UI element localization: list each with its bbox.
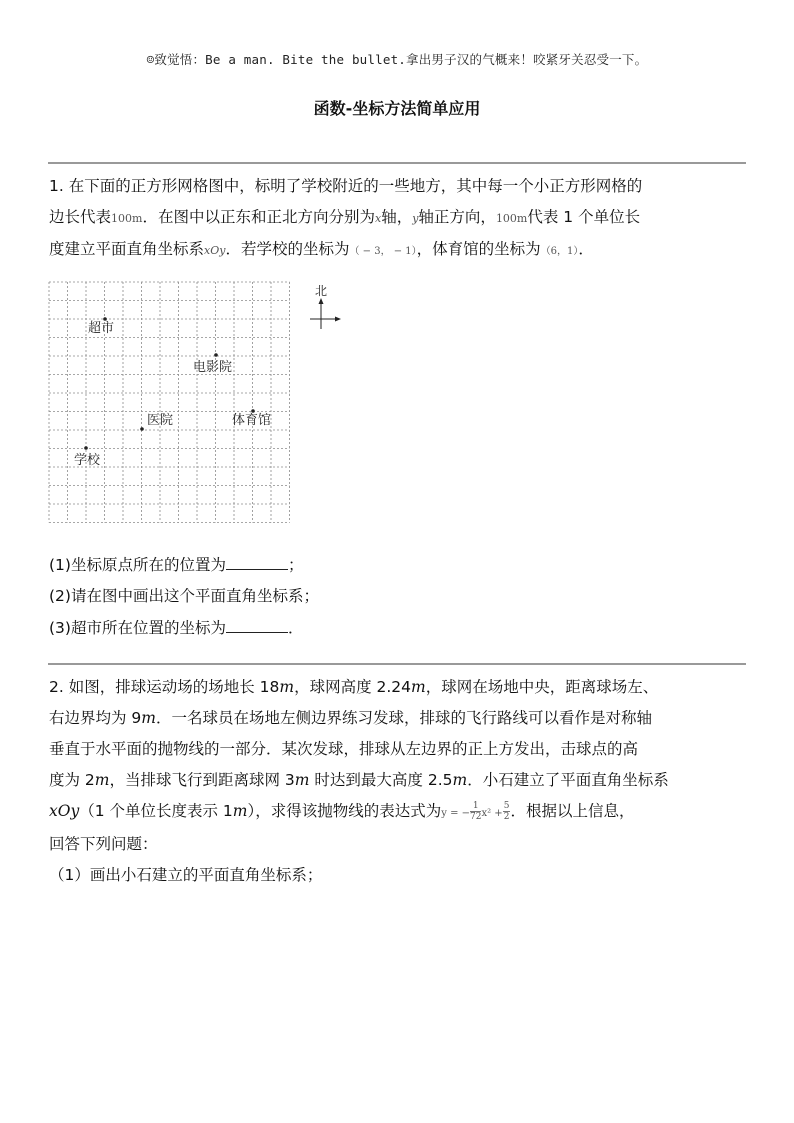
q1-text: 轴， <box>381 208 413 226</box>
q2-line-4 <box>49 765 749 796</box>
q2-line-7: （1）画出小石建立的平面直角坐标系； <box>49 866 323 884</box>
q1-line-3 <box>49 234 749 267</box>
grid-lines <box>49 282 290 523</box>
unit-m: m <box>294 771 310 789</box>
unit-m: m <box>279 678 295 696</box>
gym-coordinate: （6，1） <box>540 246 579 257</box>
q1-sub1-text: (1)坐标原点所在的位置为 <box>49 556 226 574</box>
divider <box>48 162 746 164</box>
cinema-label: 电影院 <box>193 360 233 375</box>
hospital-label: 医院 <box>147 413 174 428</box>
fraction-numerator: 1 <box>470 801 481 812</box>
q2-text: 2. 如图，排球运动场的场地长 18 <box>49 678 280 696</box>
q1-subquestion-3 <box>49 616 303 638</box>
answer-blank[interactable] <box>226 618 288 633</box>
q1-sub3-text: (3)超市所在位置的坐标为 <box>49 619 226 637</box>
page-title: 函数-坐标方法简单应用 <box>313 99 481 118</box>
q1-text: 轴正方向， <box>418 208 496 226</box>
question-1-text <box>49 171 749 267</box>
cinema-dot <box>214 353 218 357</box>
q1-subquestion-2: (2)请在图中画出这个平面直角坐标系； <box>49 587 319 605</box>
q1-text: ． <box>578 240 594 258</box>
q1-text: ．在图中以正东和正北方向分别为 <box>142 208 375 226</box>
q2-text: 时达到最大高度 2.5 <box>309 771 453 789</box>
fraction-numerator: 5 <box>503 801 510 811</box>
hospital-dot <box>140 427 144 431</box>
q1-sub1-end: ； <box>287 556 304 574</box>
q2-line-5 <box>49 796 749 829</box>
parabola-equation <box>441 802 510 820</box>
answer-blank[interactable] <box>226 555 288 570</box>
q2-line-3: 垂直于水平面的抛物线的一部分．某次发球，排球从左边界的正上方发出，击球点的高 <box>49 740 639 758</box>
equation-middle: x² + <box>481 808 503 819</box>
q1-line-1: 1. 在下面的正方形网格图中，标明了学校附近的一些地方，其中每一个小正方形网格的 <box>49 177 643 195</box>
fraction-denominator: 2 <box>503 812 510 822</box>
school-label: 学校 <box>74 453 101 468</box>
xoy-symbol: xOy <box>49 802 80 820</box>
q2-text: ．小石建立了平面直角坐标系 <box>467 771 669 789</box>
q1-text: 边长代表 <box>49 208 112 226</box>
unit-m: m <box>411 678 426 696</box>
xoy-symbol: xOy <box>204 244 226 257</box>
q2-text: ），求得该抛物线的表达式为 <box>247 802 442 820</box>
north-compass-icon <box>305 282 345 332</box>
supermarket-label: 超市 <box>88 321 115 336</box>
north-label: 北 <box>315 284 328 298</box>
school-dot <box>84 446 88 450</box>
x-variable: x <box>374 212 382 225</box>
unit-m: m <box>452 771 468 789</box>
q1-text: ，体育馆的坐标为 <box>416 240 541 258</box>
q1-line-2 <box>49 202 749 234</box>
fraction-1-72 <box>470 801 481 822</box>
motto-header: ☺致觉悟：Be a man. Bite the bullet.拿出男子汉的气概来！咬紧牙关忍受一下。 <box>146 52 648 67</box>
q2-text: 右边界均为 9 <box>49 709 142 727</box>
unit-100m: 100m <box>111 212 143 225</box>
q2-text: ，球网高度 2.24 <box>294 678 412 696</box>
question-2-text <box>49 672 749 891</box>
q2-line-2 <box>49 703 749 734</box>
unit-m: m <box>232 802 248 820</box>
q1-text: ．若学校的坐标为 <box>225 240 350 258</box>
q1-text: 度建立平面直角坐标系 <box>49 240 205 258</box>
divider <box>48 663 746 665</box>
unit-m: m <box>94 771 110 789</box>
gym-label: 体育馆 <box>232 413 272 428</box>
y-variable: y <box>412 212 419 225</box>
q1-subquestion-1 <box>49 553 303 575</box>
q1-text: 代表 1 个单位长 <box>527 208 641 226</box>
q2-text: ，当排球飞行到距离球网 3 <box>109 771 295 789</box>
q2-line-6: 回答下列问题： <box>49 835 158 853</box>
q2-text: 度为 2 <box>49 771 95 789</box>
q2-text: ，球网在场地中央，距离球场左、 <box>425 678 659 696</box>
q2-text: ．根据以上信息， <box>510 802 635 820</box>
q2-text: （1 个单位长度表示 1 <box>79 802 233 820</box>
grid-map <box>48 281 293 524</box>
school-coordinate: （ − 3， − 1） <box>349 246 417 257</box>
q2-line-1 <box>49 672 749 703</box>
unit-100m: 100m <box>495 212 528 225</box>
fraction-denominator: 72 <box>470 812 482 822</box>
q2-text: ．一名球员在场地左侧边界练习发球，排球的飞行路线可以看作是对称轴 <box>156 709 653 727</box>
unit-m: m <box>141 709 156 727</box>
equation-lhs: y = − <box>441 808 471 819</box>
q1-sub3-end: ． <box>287 619 304 637</box>
